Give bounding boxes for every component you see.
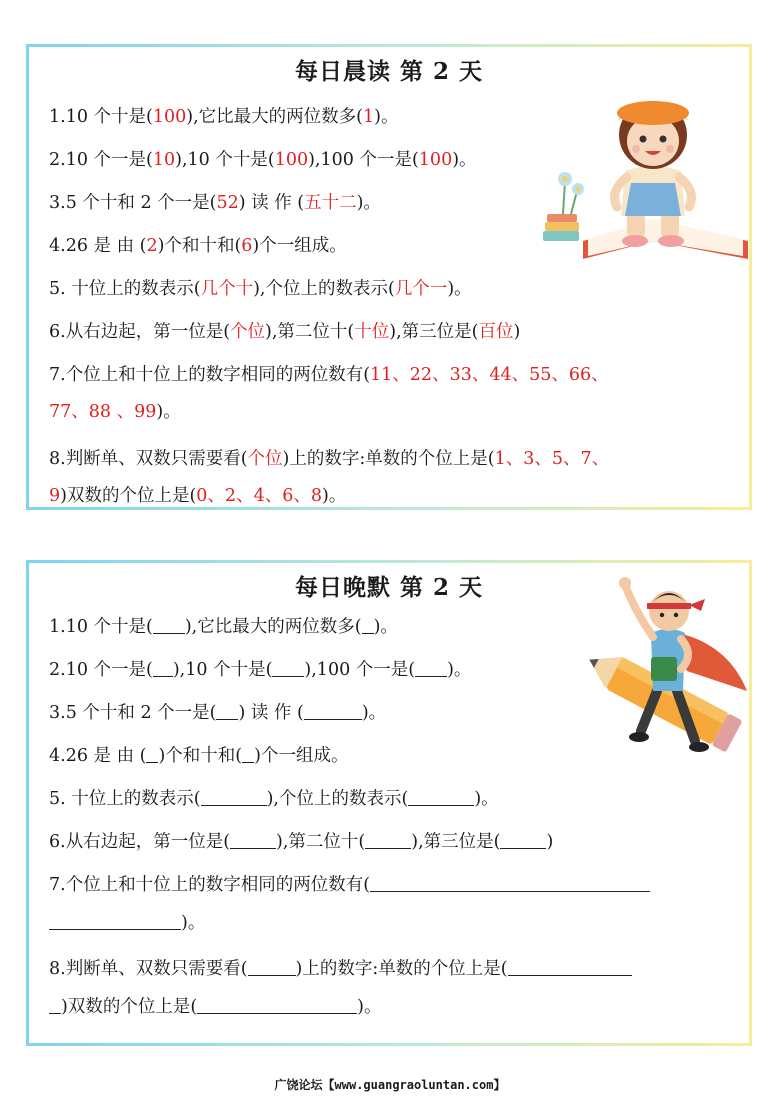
answer-blank[interactable] bbox=[49, 911, 181, 930]
evening-q8: 8.判断单、双数只需要看( )上的数字:单数的个位上是( bbox=[49, 957, 632, 981]
evening-q2: 2.10 个一是( ),10 个十是( ),100 个一是( )。 bbox=[49, 660, 472, 680]
answer-blank[interactable] bbox=[197, 995, 357, 1014]
answer-blank[interactable] bbox=[408, 787, 474, 806]
answer-blank[interactable] bbox=[508, 957, 632, 976]
morning-title: 每日晨读 第 2 天 bbox=[294, 58, 484, 85]
evening-q7-cont: )。 bbox=[49, 911, 205, 935]
answer-blank[interactable] bbox=[201, 787, 267, 806]
morning-q1: 1.10 个十是(100),它比最大的两位数多(1)。 bbox=[49, 107, 399, 127]
answer: 100 bbox=[152, 107, 187, 127]
answer-blank[interactable] bbox=[362, 615, 374, 634]
morning-q6: 6.从右边起，第一位是(个位),第二位十(十位),第三位是(百位) bbox=[49, 322, 521, 342]
answer: 五十二 bbox=[304, 193, 357, 213]
evening-q8-cont: )双数的个位上是( )。 bbox=[49, 995, 381, 1019]
morning-q8: 8.判断单、双数只需要看(个位)上的数字:单数的个位上是(1、3、5、7、 bbox=[49, 449, 610, 469]
answer: 11、22、33、44、55、66、 bbox=[370, 365, 609, 385]
footer-source: 广饶论坛【www.guangraoluntan.com】 bbox=[274, 1078, 506, 1092]
answer: 个位 bbox=[230, 322, 266, 342]
answer-blank[interactable] bbox=[415, 658, 447, 677]
answer: 十位 bbox=[354, 322, 390, 342]
evening-q4: 4.26 是 由 ( )个和十和( )个一组成。 bbox=[49, 746, 349, 766]
answer-blank[interactable] bbox=[272, 658, 304, 677]
answer: 个位 bbox=[247, 449, 283, 469]
evening-dictation-card bbox=[26, 560, 752, 1046]
answer: 10 bbox=[152, 150, 176, 170]
evening-q1: 1.10 个十是( ),它比最大的两位数多( )。 bbox=[49, 617, 398, 637]
morning-q7-cont: 77、88 、99)。 bbox=[49, 402, 181, 422]
answer-blank[interactable] bbox=[146, 744, 158, 763]
morning-q2: 2.10 个一是(10),10 个十是(100),100 个一是(100)。 bbox=[49, 150, 477, 170]
answer: 52 bbox=[216, 193, 239, 213]
answer-blank[interactable] bbox=[500, 830, 546, 849]
answer: 1、3、5、7、 bbox=[494, 449, 610, 469]
morning-q5: 5. 十位上的数表示(几个十),个位上的数表示(几个一)。 bbox=[49, 279, 472, 299]
answer-blank[interactable] bbox=[365, 830, 411, 849]
morning-q3: 3.5 个十和 2 个一是(52) 读 作 (五十二)。 bbox=[49, 193, 381, 213]
answer-blank[interactable] bbox=[242, 744, 254, 763]
boy-on-pencil-illustration bbox=[577, 571, 755, 771]
answer: 百位 bbox=[478, 322, 514, 342]
answer: 100 bbox=[274, 150, 309, 170]
answer-blank[interactable] bbox=[49, 995, 61, 1014]
answer-blank[interactable] bbox=[153, 615, 185, 634]
answer: 0、2、4、6、8 bbox=[196, 486, 322, 506]
answer: 6 bbox=[241, 236, 253, 256]
evening-q7: 7.个位上和十位上的数字相同的两位数有( bbox=[49, 873, 650, 897]
answer-blank[interactable] bbox=[216, 701, 238, 720]
answer-blank[interactable] bbox=[248, 957, 296, 976]
answer-blank[interactable] bbox=[230, 830, 276, 849]
answer-blank[interactable] bbox=[304, 701, 362, 720]
morning-q4: 4.26 是 由 (2)个和十和(6)个一组成。 bbox=[49, 236, 347, 256]
answer: 几个一 bbox=[394, 279, 448, 299]
evening-q3: 3.5 个十和 2 个一是( ) 读 作 ( )。 bbox=[49, 703, 387, 723]
answer-blank[interactable] bbox=[153, 658, 173, 677]
morning-q8-cont: 9)双数的个位上是(0、2、4、6、8)。 bbox=[49, 486, 347, 506]
answer-blank[interactable] bbox=[370, 873, 650, 892]
evening-q6: 6.从右边起，第一位是( ),第二位十( ),第三位是( ) bbox=[49, 832, 554, 852]
answer: 100 bbox=[418, 150, 453, 170]
answer: 2 bbox=[146, 236, 158, 256]
morning-reading-card bbox=[26, 44, 752, 510]
answer: 77、88 、99 bbox=[49, 402, 157, 422]
evening-q5: 5. 十位上的数表示( ),个位上的数表示( )。 bbox=[49, 789, 499, 809]
answer: 9 bbox=[49, 486, 61, 506]
answer: 1 bbox=[362, 107, 375, 127]
evening-title: 每日晚默 第 2 天 bbox=[294, 574, 484, 601]
answer: 几个十 bbox=[200, 279, 254, 299]
girl-reading-illustration bbox=[543, 91, 753, 281]
morning-q7: 7.个位上和十位上的数字相同的两位数有(11、22、33、44、55、66、 bbox=[49, 365, 609, 385]
